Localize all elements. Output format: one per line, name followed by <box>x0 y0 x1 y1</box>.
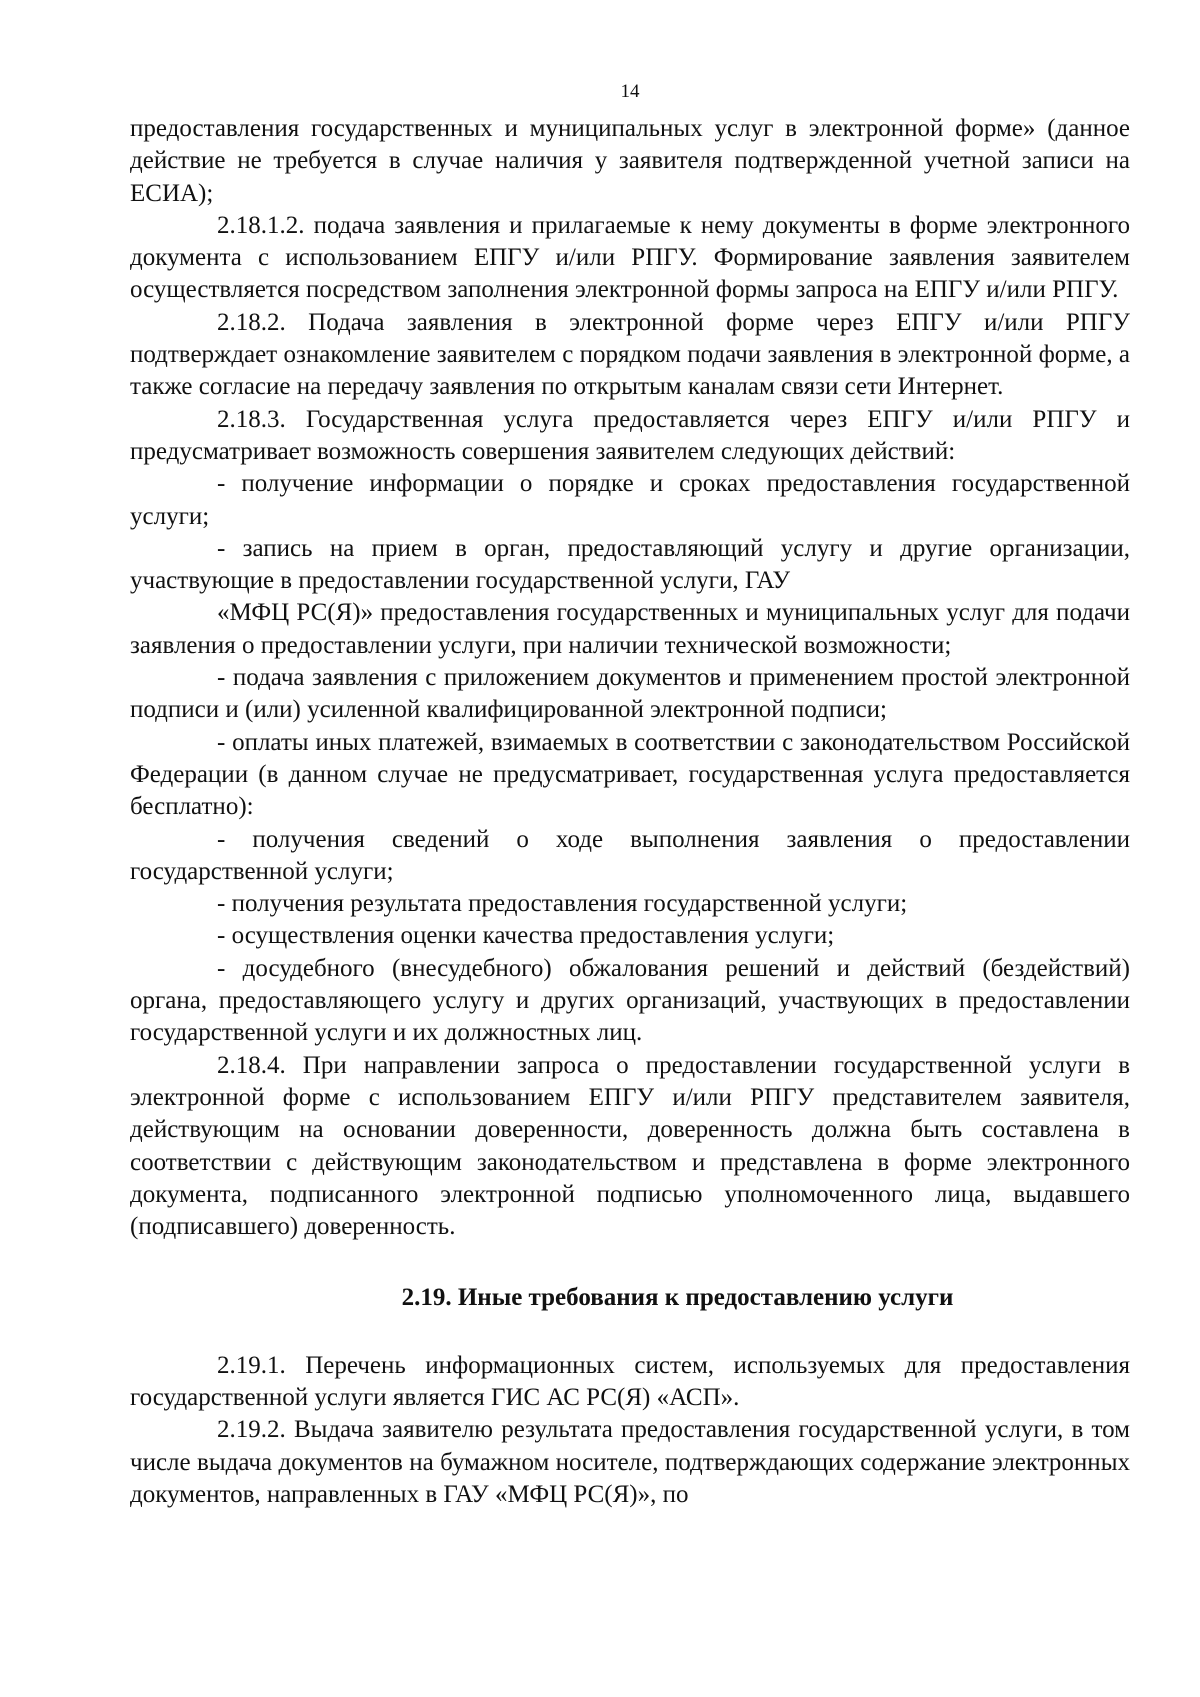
paragraph-2-19-2: 2.19.2. Выдача заявителю результата предоставления государственной услуги, в том числе выдача документов на бумажном носителе, подтверждающих содержание электронных документов, направленных в ГАУ «МФЦ РС(Я)», по <box>130 1416 1130 1508</box>
list-item: - получения результата предоставления государственной услуги; <box>217 890 908 918</box>
paragraph-2-19-1: 2.19.1. Перечень информационных систем, используемых для предоставления государственной услуги является ГИС АС РС(Я) «АСП». <box>130 1351 1130 1411</box>
list-item: - оплаты иных платежей, взимаемых в соответствии с законодательством Российской Федерации (в данном случае не предусматривает, государственная услуга предоставляется бесплатно): <box>130 728 1130 821</box>
document-page <box>130 0 1130 1697</box>
list-item: - получения сведений о ходе выполнения заявления о предоставлении государственной услуги; <box>130 825 1130 885</box>
list-item: - запись на прием в орган, предоставляющий услугу и другие организации, участвующие в предоставлении государственной услуги, ГАУ <box>130 534 1130 595</box>
paragraph-continuation: предоставления государственных и муниципальных услуг в электронной форме» (данное действие не требуется в случае наличия у заявителя подтвержденной учетной записи на ЕСИА); <box>130 115 1130 207</box>
section-heading: 2.19. Иные требования к предоставлению услуги <box>401 1284 954 1312</box>
paragraph-2-18-1-2: 2.18.1.2. подача заявления и прилагаемые к нему документы в форме электронного документа с использованием ЕПГУ и/или РПГУ. Формирование заявления заявителем осуществляется посредством заполнения электронной формы запроса на ЕПГУ и/или РПГУ. <box>130 211 1130 304</box>
list-item-continuation: «МФЦ РС(Я)» предоставления государственных и муниципальных услуг для подачи заявления о предоставлении услуги, при наличии технической возможности; <box>130 599 1130 659</box>
list-item: - получение информации о порядке и сроках предоставления государственной услуги; <box>130 470 1130 530</box>
paragraph-2-18-2: 2.18.2. Подача заявления в электронной форме через ЕПГУ и/или РПГУ подтверждает ознакомление заявителем с порядком подачи заявления в электронной форме, а также согласие на передачу заявления по открытым каналам связи сети Интернет. <box>130 308 1130 401</box>
page-number: 14 <box>620 81 640 102</box>
list-item: - подача заявления с приложением документов и применением простой электронной подписи и (или) усиленной квалифицированной электронной подписи; <box>130 664 1130 724</box>
paragraph-2-18-4: 2.18.4. При направлении запроса о предоставлении государственной услуги в электронной форме с использованием ЕПГУ и/или РПГУ представителем заявителя, действующим на основании доверенности, доверенность должна быть составлена в соответствии с действующим законодательством и представлена в форме электронного документа, подписанного электронной подписью уполномоченного лица, выдавшего (подписавшего) доверенность. <box>130 1051 1130 1241</box>
list-item: - осуществления оценки качества предоставления услуги; <box>217 922 835 950</box>
document-body <box>130 113 1130 1511</box>
paragraph-2-18-3: 2.18.3. Государственная услуга предоставляется через ЕПГУ и/или РПГУ и предусматривает возможность совершения заявителем следующих действий: <box>130 405 1130 465</box>
list-item: - досудебного (внесудебного) обжалования решений и действий (бездействий) органа, предоставляющего услугу и других организаций, участвующих в предоставлении государственной услуги и их должностных лиц. <box>130 954 1130 1047</box>
